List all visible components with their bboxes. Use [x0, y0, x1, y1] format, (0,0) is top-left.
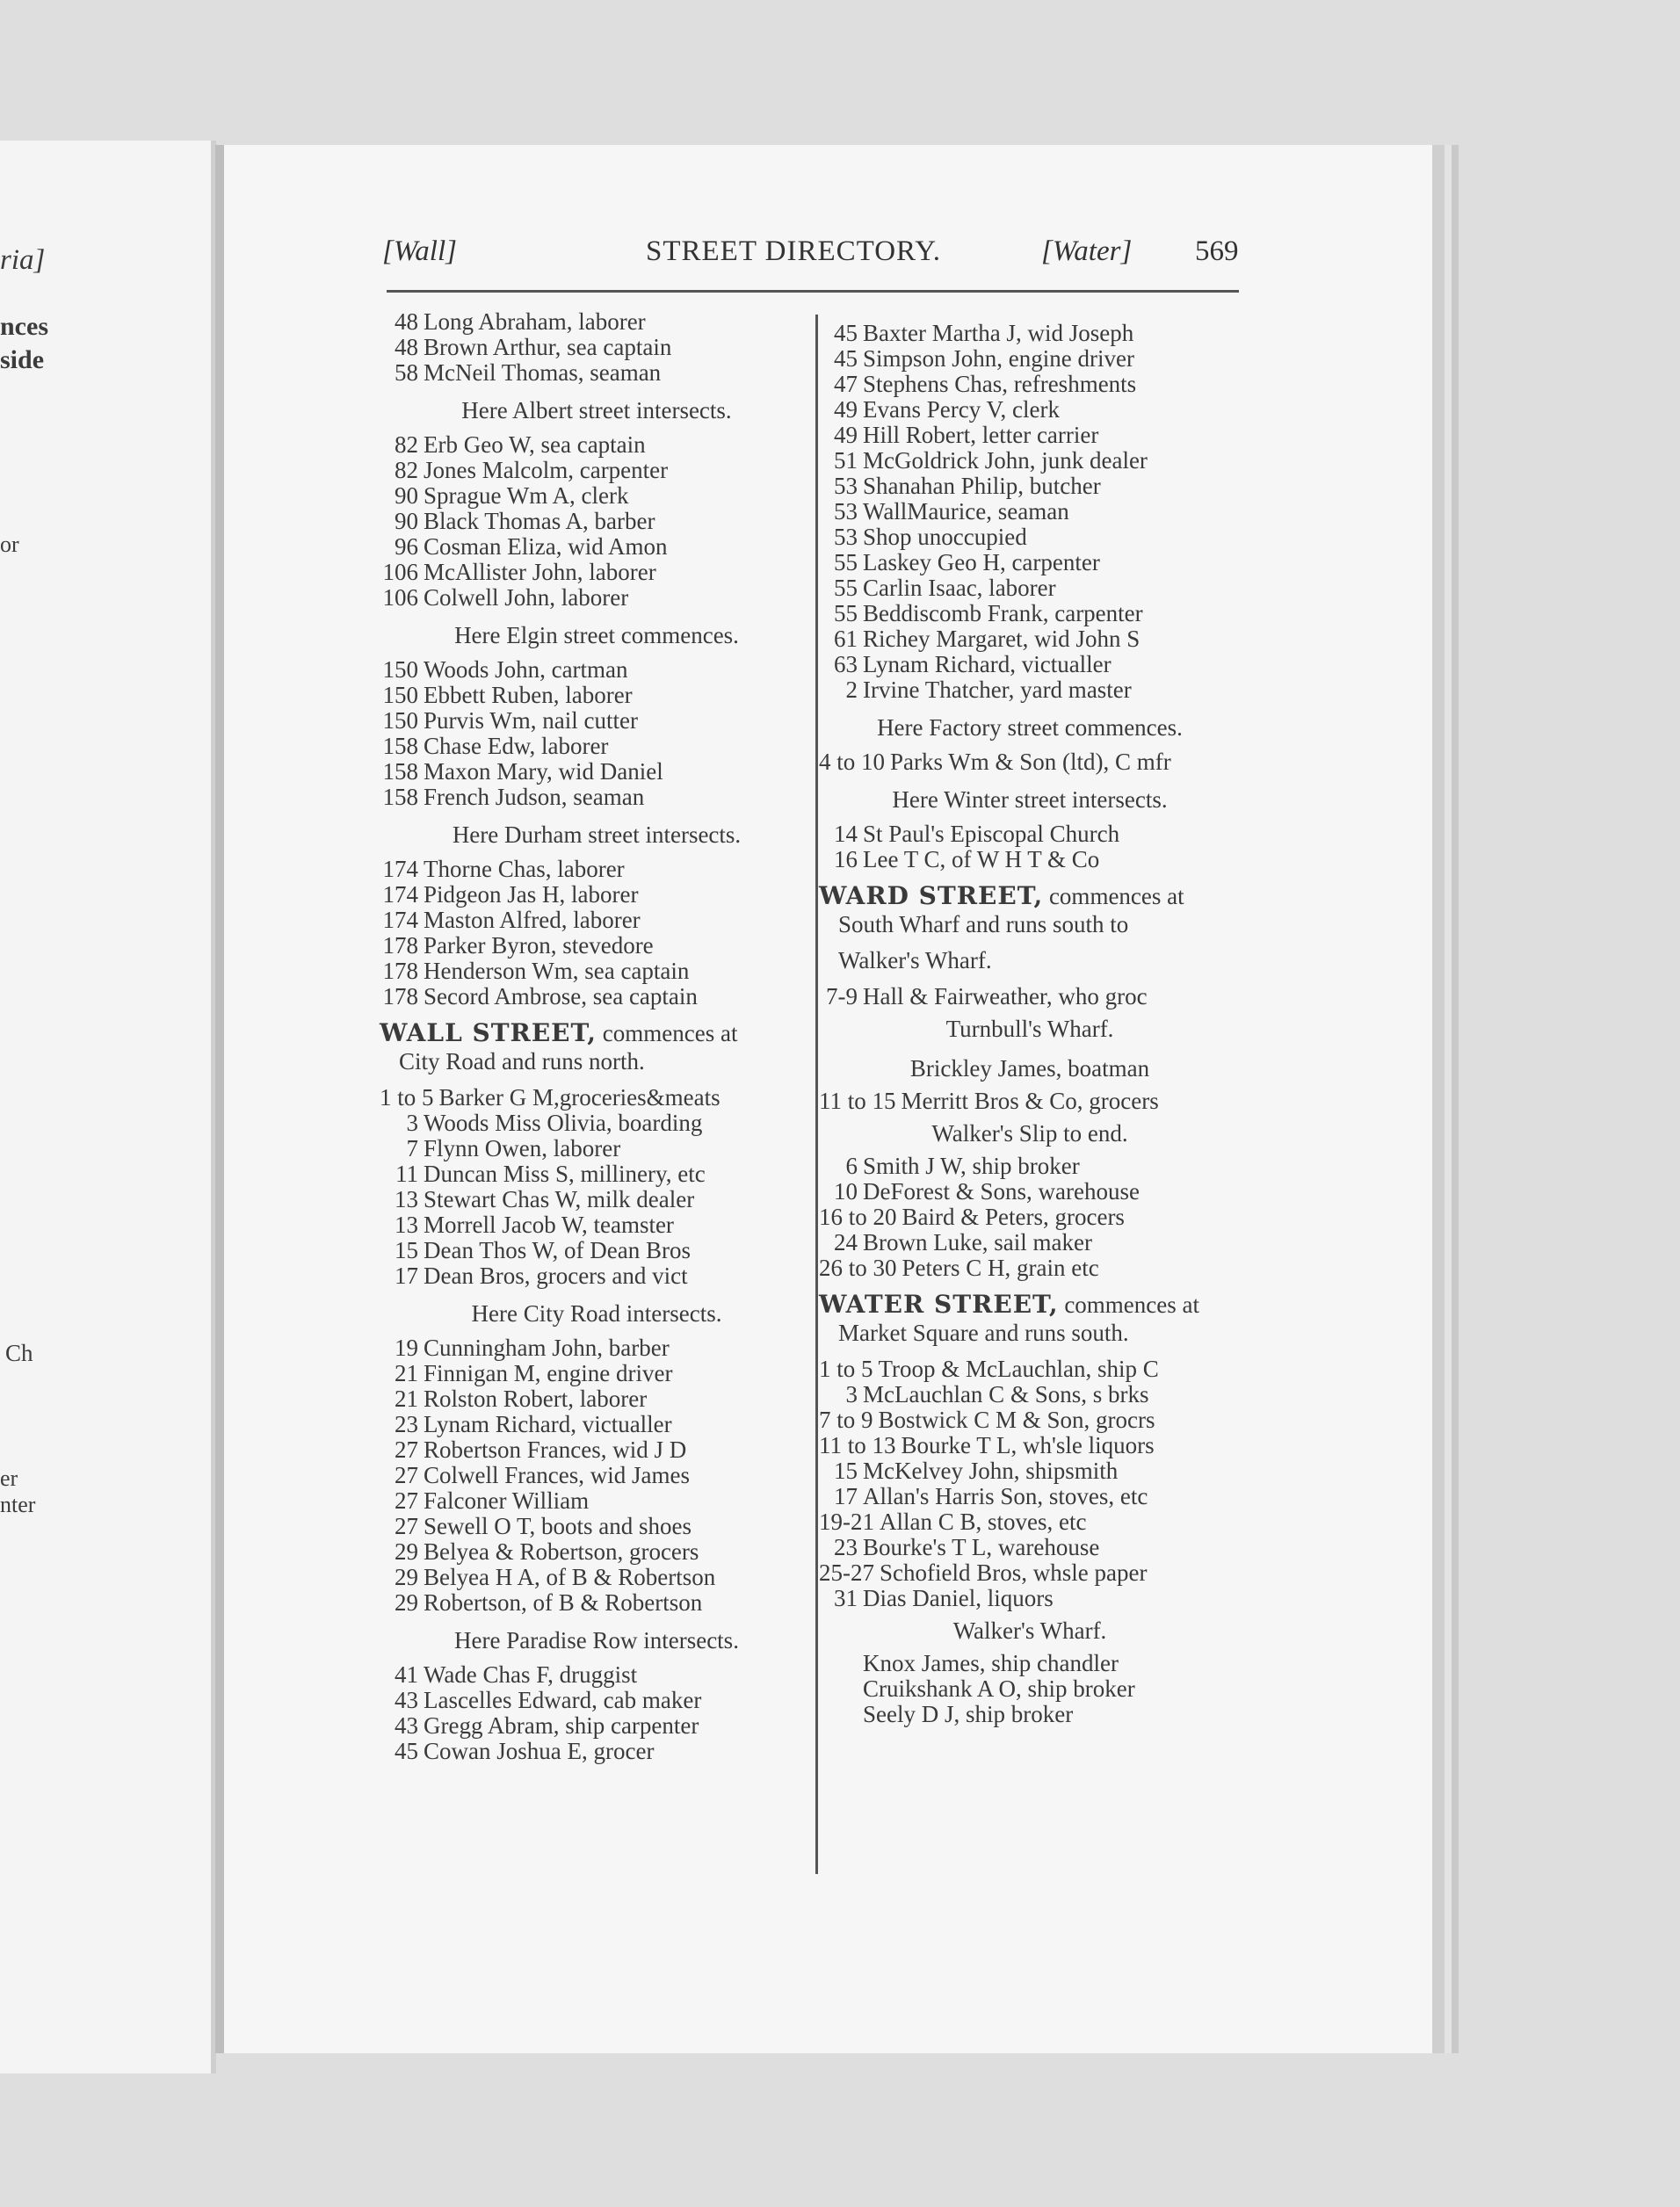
directory-entry — [380, 534, 814, 560]
resident-text: Belyea & Robertson, grocers — [424, 1538, 699, 1565]
directory-entry — [819, 1230, 1241, 1255]
house-number: 14 — [834, 821, 858, 847]
house-number: 16 to 20 — [819, 1204, 897, 1230]
resident-text: Dean Bros, grocers and vict — [424, 1263, 688, 1289]
directory-entry — [819, 1205, 1241, 1230]
house-number: 13 — [395, 1186, 418, 1212]
resident-text: Rolston Robert, laborer — [424, 1386, 648, 1412]
resident-text: French Judson, seaman — [424, 784, 645, 810]
house-number: 4 to 10 — [819, 749, 886, 775]
directory-entry — [380, 759, 814, 785]
house-number: 15 — [834, 1458, 858, 1484]
street-description-continued: City Road and runs north. — [399, 1048, 645, 1075]
house-number: 158 — [382, 733, 418, 759]
resident-text: Maston Alfred, laborer — [424, 907, 641, 933]
house-number: 45 — [834, 320, 858, 346]
resident-text: Brown Luke, sail maker — [863, 1229, 1092, 1255]
street-description-continued: Market Square and runs south. — [838, 1320, 1129, 1346]
house-number: 158 — [382, 758, 418, 785]
house-number: 29 — [395, 1538, 418, 1565]
directory-entry — [380, 1263, 814, 1289]
house-number: 55 — [834, 575, 858, 601]
centered-entry: Walker's Wharf. — [952, 1617, 1107, 1644]
directory-entry — [819, 1357, 1241, 1382]
house-number: 27 — [395, 1513, 418, 1539]
directory-entry — [380, 1238, 814, 1263]
resident-text: Black Thomas A, barber — [424, 508, 655, 534]
running-head-right: [Water] — [1041, 235, 1133, 267]
resident-text: St Paul's Episcopal Church — [863, 821, 1120, 847]
centered-entry: Brickley James, boatman — [909, 1055, 1150, 1082]
directory-entry — [819, 321, 1241, 346]
column-divider — [815, 315, 818, 1874]
house-number: 51 — [834, 447, 858, 474]
directory-entry — [819, 847, 1241, 872]
resident-text: Long Abraham, laborer — [424, 308, 646, 335]
directory-entry — [380, 1590, 814, 1616]
directory-entry — [819, 372, 1241, 397]
house-number: 158 — [382, 784, 418, 810]
resident-text: Thorne Chas, laborer — [424, 856, 625, 882]
house-number: 106 — [382, 559, 418, 585]
resident-text: McNeil Thomas, seaman — [424, 359, 662, 386]
house-number: 150 — [382, 682, 418, 708]
previous-page-edge — [0, 141, 216, 2073]
centered-entry: Turnbull's Wharf. — [945, 1016, 1114, 1042]
resident-text: Wade Chas F, druggist — [424, 1661, 638, 1688]
house-number: 31 — [834, 1585, 858, 1611]
directory-entry — [380, 509, 814, 534]
resident-text: Dias Daniel, liquors — [863, 1585, 1054, 1611]
street-heading — [819, 1292, 1241, 1321]
directory-entry — [380, 1111, 814, 1136]
house-number: 106 — [382, 584, 418, 611]
resident-text: Purvis Wm, nail cutter — [424, 707, 638, 734]
resident-text: Allan's Harris Son, stoves, etc — [863, 1483, 1148, 1509]
resident-text: Cowan Joshua E, grocer — [424, 1738, 655, 1764]
directory-entry — [380, 1187, 814, 1212]
intersection-note: Here Factory street commences. — [877, 714, 1183, 741]
directory-entry — [380, 1662, 814, 1688]
resident-text: Shop unoccupied — [863, 524, 1027, 550]
house-number: 27 — [395, 1487, 418, 1514]
intersection-note: Here Durham street intersects. — [452, 821, 742, 848]
house-number: 23 — [395, 1411, 418, 1437]
directory-entry — [380, 1463, 814, 1488]
unnumbered-entry: Seely D J, ship broker — [863, 1701, 1074, 1727]
directory-entry — [819, 1458, 1241, 1484]
resident-text: Lynam Richard, victualler — [863, 651, 1112, 677]
house-number: 61 — [834, 626, 858, 652]
resident-text: Schofield Bros, whsle paper — [880, 1559, 1148, 1586]
directory-entry — [819, 1255, 1241, 1281]
directory-entry — [380, 335, 814, 360]
left-column — [380, 309, 814, 1764]
house-number: 53 — [834, 473, 858, 499]
house-number: 53 — [834, 498, 858, 525]
directory-entry — [819, 1509, 1241, 1535]
resident-text: Lynam Richard, victualler — [424, 1411, 672, 1437]
resident-text: Robertson Frances, wid J D — [424, 1436, 687, 1463]
directory-entry — [380, 1514, 814, 1539]
header-rule — [387, 290, 1239, 293]
directory-entry — [819, 1382, 1241, 1407]
resident-text: Stephens Chas, refreshments — [863, 371, 1137, 397]
resident-text: Erb Geo W, sea captain — [424, 431, 646, 458]
resident-text: Maxon Mary, wid Daniel — [424, 758, 663, 785]
street-description: commences at — [1043, 883, 1184, 909]
resident-text: Gregg Abram, ship carpenter — [424, 1712, 699, 1739]
resident-text: Colwell Frances, wid James — [424, 1462, 690, 1488]
left-fragment: nces — [0, 312, 48, 341]
house-number: 49 — [834, 422, 858, 448]
house-number: 96 — [395, 533, 418, 560]
directory-entry — [380, 1437, 814, 1463]
directory-entry — [380, 984, 814, 1009]
house-number: 17 — [834, 1483, 858, 1509]
resident-text: Flynn Owen, laborer — [424, 1135, 621, 1161]
house-number: 90 — [395, 508, 418, 534]
house-number: 55 — [834, 549, 858, 575]
resident-text: Laskey Geo H, carpenter — [863, 549, 1100, 575]
house-number: 17 — [395, 1263, 418, 1289]
street-name: WALL STREET, — [380, 1018, 597, 1047]
unnumbered-entry: Knox James, ship chandler — [863, 1650, 1119, 1676]
resident-text: Stewart Chas W, milk dealer — [424, 1186, 695, 1212]
directory-entry — [819, 626, 1241, 652]
directory-entry — [380, 785, 814, 810]
house-number: 25-27 — [819, 1559, 874, 1586]
resident-text: Carlin Isaac, laborer — [863, 575, 1056, 601]
resident-text: WallMaurice, seaman — [863, 498, 1069, 525]
resident-text: Jones Malcolm, carpenter — [424, 457, 669, 483]
house-number: 48 — [395, 334, 418, 360]
resident-text: Baird & Peters, grocers — [902, 1204, 1125, 1230]
resident-text: Ebbett Ruben, laborer — [424, 682, 633, 708]
directory-entry — [819, 1433, 1241, 1458]
directory-entry — [819, 1560, 1241, 1586]
resident-text: Sprague Wm A, clerk — [424, 482, 629, 509]
resident-text: Evans Percy V, clerk — [863, 396, 1060, 423]
directory-entry — [819, 346, 1241, 372]
directory-entry — [819, 984, 1241, 1009]
directory-entry — [380, 585, 814, 611]
directory-entry — [380, 734, 814, 759]
directory-entry — [380, 360, 814, 386]
directory-entry — [819, 1407, 1241, 1433]
resident-text: Cosman Eliza, wid Amon — [424, 533, 668, 560]
left-fragment: ria] — [0, 244, 46, 276]
directory-entry — [380, 1412, 814, 1437]
resident-text: Cunningham John, barber — [424, 1335, 670, 1361]
left-fragment: er — [0, 1465, 18, 1491]
house-number: 7 to 9 — [819, 1407, 873, 1433]
resident-text: Bostwick C M & Son, grocrs — [878, 1407, 1155, 1433]
resident-text: Allan C B, stoves, etc — [880, 1509, 1087, 1535]
directory-entry — [819, 525, 1241, 550]
resident-text: Baxter Martha J, wid Joseph — [863, 320, 1134, 346]
intersection-note: Here Paradise Row intersects. — [454, 1627, 739, 1653]
directory-entry — [819, 423, 1241, 448]
house-number: 58 — [395, 359, 418, 386]
house-number: 11 to 13 — [819, 1432, 896, 1458]
street-name: WARD STREET, — [819, 881, 1044, 910]
street-description-continued: Walker's Wharf. — [838, 947, 992, 973]
directory-entry — [380, 657, 814, 683]
house-number: 82 — [395, 431, 418, 458]
house-number: 1 to 5 — [819, 1356, 873, 1382]
house-number: 16 — [834, 846, 858, 872]
resident-text: Parker Byron, stevedore — [424, 932, 654, 959]
resident-text: McGoldrick John, junk dealer — [863, 447, 1148, 474]
house-number: 29 — [395, 1589, 418, 1616]
house-number: 26 to 30 — [819, 1255, 897, 1281]
directory-entry — [819, 550, 1241, 575]
directory-entry — [819, 1179, 1241, 1205]
left-fragment: Ch — [5, 1340, 33, 1366]
resident-text: Bourke T L, wh'sle liquors — [901, 1432, 1155, 1458]
house-number: 45 — [395, 1738, 418, 1764]
street-description: commences at — [597, 1020, 738, 1046]
house-number: 47 — [834, 371, 858, 397]
directory-entry — [819, 749, 1241, 775]
directory-entry — [380, 933, 814, 959]
resident-text: Falconer William — [424, 1487, 590, 1514]
street-description: commences at — [1058, 1292, 1199, 1318]
resident-text: Peters C H, grain etc — [902, 1255, 1099, 1281]
house-number: 23 — [834, 1534, 858, 1560]
directory-entry — [819, 652, 1241, 677]
house-number: 11 to 15 — [819, 1088, 896, 1114]
house-number: 90 — [395, 482, 418, 509]
directory-entry — [380, 1161, 814, 1187]
house-number: 178 — [382, 932, 418, 959]
house-number: 174 — [382, 881, 418, 908]
house-number: 21 — [395, 1386, 418, 1412]
unnumbered-entry: Cruikshank A O, ship broker — [863, 1675, 1135, 1702]
house-number: 3 — [845, 1381, 858, 1407]
house-number: 41 — [395, 1661, 418, 1688]
resident-text: Sewell O T, boots and shoes — [424, 1513, 692, 1539]
directory-entry — [380, 683, 814, 708]
house-number: 49 — [834, 396, 858, 423]
resident-text: Lascelles Edward, cab maker — [424, 1687, 702, 1713]
directory-entry — [380, 1212, 814, 1238]
directory-entry — [819, 677, 1241, 703]
directory-entry — [380, 1085, 814, 1111]
house-number: 19-21 — [819, 1509, 874, 1535]
house-number: 82 — [395, 457, 418, 483]
running-head-title: STREET DIRECTORY. — [646, 235, 942, 267]
directory-entry — [380, 1361, 814, 1386]
house-number: 43 — [395, 1687, 418, 1713]
running-head — [382, 235, 1243, 279]
directory-entry — [819, 474, 1241, 499]
house-number: 7-9 — [826, 983, 858, 1009]
directory-entry — [380, 1136, 814, 1161]
directory-entry — [380, 432, 814, 458]
house-number: 48 — [395, 308, 418, 335]
intersection-note: Here Albert street intersects. — [461, 397, 732, 423]
resident-text: Richey Margaret, wid John S — [863, 626, 1141, 652]
resident-text: Dean Thos W, of Dean Bros — [424, 1237, 691, 1263]
house-number: 2 — [845, 677, 858, 703]
resident-text: McAllister John, laborer — [424, 559, 656, 585]
house-number: 13 — [395, 1212, 418, 1238]
house-number: 1 to 5 — [380, 1084, 434, 1111]
house-number: 45 — [834, 345, 858, 372]
resident-text: Pidgeon Jas H, laborer — [424, 881, 639, 908]
house-number: 21 — [395, 1360, 418, 1386]
house-number: 15 — [395, 1237, 418, 1263]
street-heading — [380, 1020, 814, 1049]
directory-entry — [380, 1739, 814, 1764]
house-number: 150 — [382, 707, 418, 734]
resident-text: McLauchlan C & Sons, s brks — [863, 1381, 1149, 1407]
house-number: 53 — [834, 524, 858, 550]
resident-text: Parks Wm & Son (ltd), C mfr — [890, 749, 1171, 775]
directory-entry — [380, 1688, 814, 1713]
resident-text: Merritt Bros & Co, grocers — [901, 1088, 1159, 1114]
directory-entry — [380, 1335, 814, 1361]
directory-entry — [380, 1565, 814, 1590]
resident-text: Hill Robert, letter carrier — [863, 422, 1099, 448]
directory-entry — [380, 908, 814, 933]
house-number: 7 — [406, 1135, 418, 1161]
house-number: 27 — [395, 1436, 418, 1463]
resident-text: Barker G M,groceries&meats — [438, 1084, 721, 1111]
directory-entry — [819, 448, 1241, 474]
directory-entry — [819, 821, 1241, 847]
resident-text: Smith J W, ship broker — [863, 1153, 1080, 1179]
street-name: WATER STREET, — [819, 1290, 1059, 1319]
directory-entry — [380, 708, 814, 734]
resident-text: Woods John, cartman — [424, 656, 628, 683]
house-number: 10 — [834, 1178, 858, 1205]
directory-entry — [819, 1154, 1241, 1179]
house-number: 178 — [382, 958, 418, 984]
resident-text: Belyea H A, of B & Robertson — [424, 1564, 716, 1590]
directory-entry — [380, 1386, 814, 1412]
directory-entry — [819, 1586, 1241, 1611]
house-number: 174 — [382, 856, 418, 882]
resident-text: Morrell Jacob W, teamster — [424, 1212, 674, 1238]
resident-text: DeForest & Sons, warehouse — [863, 1178, 1140, 1205]
street-heading — [819, 883, 1241, 912]
house-number: 55 — [834, 600, 858, 626]
directory-entry — [819, 499, 1241, 525]
resident-text: Robertson, of B & Robertson — [424, 1589, 703, 1616]
resident-text: Irvine Thatcher, yard master — [863, 677, 1132, 703]
centered-entry: Walker's Slip to end. — [931, 1120, 1128, 1147]
resident-text: Colwell John, laborer — [424, 584, 629, 611]
resident-text: Troop & McLauchlan, ship C — [878, 1356, 1159, 1382]
house-number: 19 — [395, 1335, 418, 1361]
directory-entry — [819, 601, 1241, 626]
directory-entry — [819, 397, 1241, 423]
resident-text: Lee T C, of W H T & Co — [863, 846, 1100, 872]
directory-entry — [380, 882, 814, 908]
directory-entry — [819, 1484, 1241, 1509]
directory-entry — [380, 1539, 814, 1565]
resident-text: Bourke's T L, warehouse — [863, 1534, 1100, 1560]
house-number: 43 — [395, 1712, 418, 1739]
resident-text: Chase Edw, laborer — [424, 733, 609, 759]
left-fragment: nter — [0, 1492, 36, 1517]
street-description-continued: South Wharf and runs south to — [838, 911, 1129, 937]
intersection-note: Here Winter street intersects. — [892, 786, 1168, 813]
left-fragment: side — [0, 345, 45, 374]
resident-text: Finnigan M, engine driver — [424, 1360, 673, 1386]
right-column — [819, 321, 1241, 1727]
house-number: 63 — [834, 651, 858, 677]
house-number: 29 — [395, 1564, 418, 1590]
resident-text: Woods Miss Olivia, boarding — [424, 1110, 703, 1136]
resident-text: McKelvey John, shipsmith — [863, 1458, 1119, 1484]
house-number: 178 — [382, 983, 418, 1009]
left-fragment: or — [0, 532, 19, 557]
running-head-left: [Wall] — [382, 235, 457, 267]
resident-text: Beddiscomb Frank, carpenter — [863, 600, 1143, 626]
intersection-note: Here City Road intersects. — [471, 1300, 722, 1327]
directory-entry — [380, 857, 814, 882]
house-number: 150 — [382, 656, 418, 683]
directory-entry — [380, 1488, 814, 1514]
house-number: 3 — [406, 1110, 418, 1136]
directory-entry — [380, 458, 814, 483]
page-number: 569 — [1195, 235, 1239, 267]
resident-text: Shanahan Philip, butcher — [863, 473, 1101, 499]
house-number: 27 — [395, 1462, 418, 1488]
directory-entry — [380, 1713, 814, 1739]
directory-entry — [819, 575, 1241, 601]
intersection-note: Here Elgin street commences. — [454, 622, 739, 648]
directory-entry — [819, 1089, 1241, 1114]
directory-entry — [380, 483, 814, 509]
resident-text: Simpson John, engine driver — [863, 345, 1134, 372]
directory-entry — [380, 560, 814, 585]
directory-entry — [380, 309, 814, 335]
resident-text: Henderson Wm, sea captain — [424, 958, 690, 984]
house-number: 24 — [834, 1229, 858, 1255]
directory-entry — [380, 959, 814, 984]
house-number: 11 — [395, 1161, 418, 1187]
resident-text: Secord Ambrose, sea captain — [424, 983, 698, 1009]
resident-text: Brown Arthur, sea captain — [424, 334, 672, 360]
resident-text: Duncan Miss S, millinery, etc — [424, 1161, 706, 1187]
directory-entry — [819, 1535, 1241, 1560]
house-number: 6 — [845, 1153, 858, 1179]
resident-text: Hall & Fairweather, who groc — [863, 983, 1148, 1009]
house-number: 174 — [382, 907, 418, 933]
